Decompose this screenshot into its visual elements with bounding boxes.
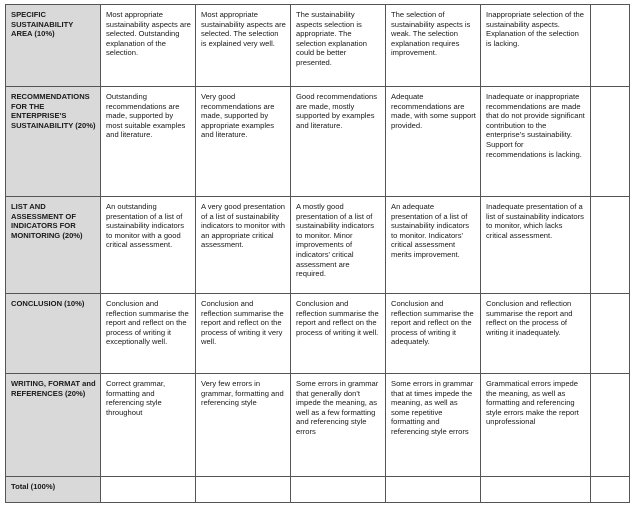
level-cell: Outstanding recommendations are made, supported by most suitable examples and literature. <box>101 87 196 197</box>
total-cell <box>291 477 386 503</box>
total-cell <box>386 477 481 503</box>
rubric-table <box>5 4 630 503</box>
criterion-cell: CONCLUSION (10%) <box>6 294 101 374</box>
level-cell: Adequate recommendations are made, with some support provided. <box>386 87 481 197</box>
level-cell: Conclusion and reflection summarise the report and reflect on the process of writing it exceptionally well. <box>101 294 196 374</box>
level-cell: Inadequate or inappropriate recommendations are made that do not provide significant contribution to the enterprise's sustainability. Support for recommendations is lacking. <box>481 87 591 197</box>
total-cell <box>481 477 591 503</box>
score-cell <box>591 294 630 374</box>
total-cell <box>196 477 291 503</box>
table-row <box>6 87 630 197</box>
table-row <box>6 294 630 374</box>
table-row <box>6 5 630 87</box>
level-cell: Conclusion and reflection summarise the report and reflect on the process of writing it well. <box>291 294 386 374</box>
level-cell: Good recommendations are made, mostly supported by examples and literature. <box>291 87 386 197</box>
level-cell: Conclusion and reflection summarise the report and reflect on the process of writing it very well. <box>196 294 291 374</box>
score-cell <box>591 374 630 477</box>
level-cell: Grammatical errors impede the meaning, as well as formatting and referencing style errors make the report unprofessional <box>481 374 591 477</box>
level-cell: Very good recommendations are made, supported by appropriate examples and literature. <box>196 87 291 197</box>
table-row <box>6 197 630 294</box>
level-cell: A mostly good presentation of a list of sustainability indicators to monitor. Minor improvements of indicators' critical assessment are required. <box>291 197 386 294</box>
criterion-cell: WRITING, FORMAT and REFERENCES (20%) <box>6 374 101 477</box>
level-cell: The selection of sustainability aspects is weak. The selection explanation requires improvement. <box>386 5 481 87</box>
level-cell: The sustainability aspects selection is appropriate. The selection explanation could be better presented. <box>291 5 386 87</box>
criterion-cell: SPECIFIC SUSTAINABILITY AREA (10%) <box>6 5 101 87</box>
total-row <box>6 477 630 503</box>
level-cell: Conclusion and reflection summarise the report and reflect on the process of writing it inadequately. <box>481 294 591 374</box>
table-row <box>6 374 630 477</box>
level-cell: An adequate presentation of a list of sustainability indicators to monitor. Indicators' critical assessment merits improvement. <box>386 197 481 294</box>
score-cell <box>591 197 630 294</box>
level-cell: Most appropriate sustainability aspects are selected. The selection is explained very well. <box>196 5 291 87</box>
total-cell <box>101 477 196 503</box>
level-cell: Very few errors in grammar, formatting and referencing style <box>196 374 291 477</box>
level-cell: A very good presentation of a list of sustainability indicators to monitor with an appropriate critical assessment. <box>196 197 291 294</box>
level-cell: An outstanding presentation of a list of sustainability indicators to monitor with a good critical assessment. <box>101 197 196 294</box>
total-cell <box>591 477 630 503</box>
level-cell: Most appropriate sustainability aspects are selected. Outstanding explanation of the selection. <box>101 5 196 87</box>
score-cell <box>591 87 630 197</box>
criterion-cell: LIST AND ASSESSMENT OF INDICATORS FOR MONITORING (20%) <box>6 197 101 294</box>
level-cell: Some errors in grammar that generally don't impede the meaning, as well as a few formatting and referencing style errors <box>291 374 386 477</box>
level-cell: Inappropriate selection of the sustainability aspects. Explanation of the selection is lacking. <box>481 5 591 87</box>
level-cell: Correct grammar, formatting and referencing style throughout <box>101 374 196 477</box>
level-cell: Conclusion and reflection summarise the report and reflect on the process of writing it adequately. <box>386 294 481 374</box>
level-cell: Some errors in grammar that at times impede the meaning, as well as some repetitive formatting and referencing style errors <box>386 374 481 477</box>
total-label: Total (100%) <box>6 477 101 503</box>
level-cell: Inadequate presentation of a list of sustainability indicators to monitor, which lacks critical assessment. <box>481 197 591 294</box>
score-cell <box>591 5 630 87</box>
criterion-cell: RECOMMENDATIONS FOR THE ENTERPRISE'S SUSTAINABILITY (20%) <box>6 87 101 197</box>
